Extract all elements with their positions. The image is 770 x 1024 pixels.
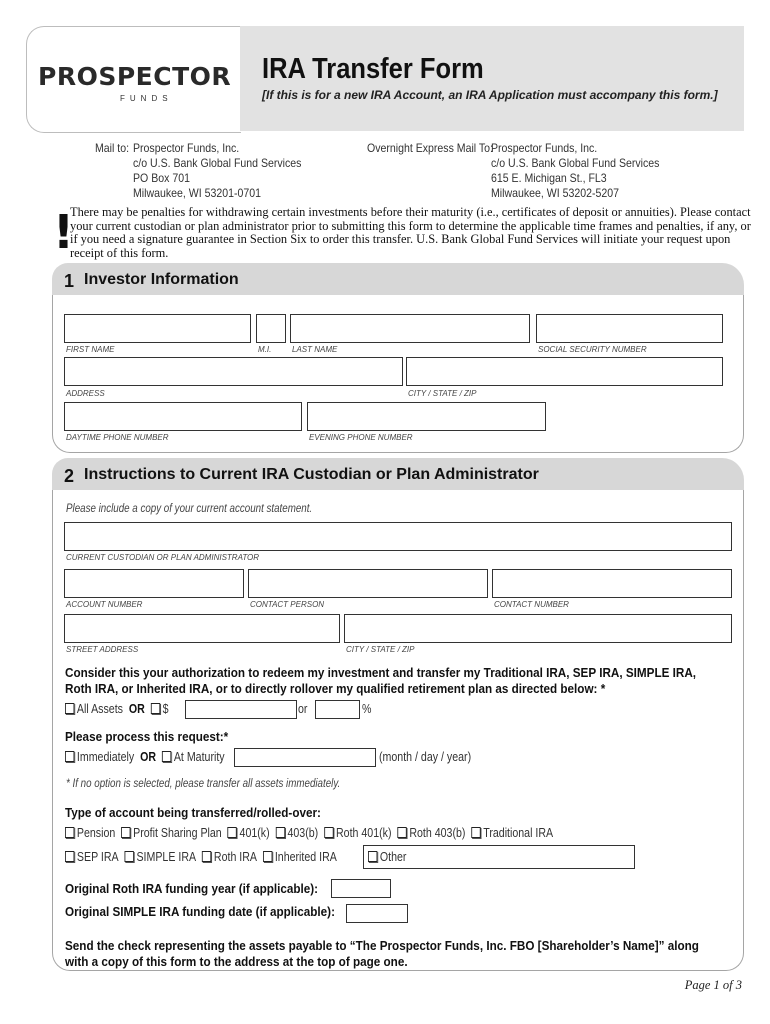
mail-line: PO Box 701 bbox=[133, 171, 190, 185]
401k-checkbox[interactable] bbox=[228, 827, 237, 838]
last-name-label: LAST NAME bbox=[292, 345, 338, 354]
mail-line: c/o U.S. Bank Global Fund Services bbox=[133, 156, 302, 170]
type-label: Pension bbox=[76, 826, 116, 840]
immediately-checkbox[interactable] bbox=[65, 751, 74, 762]
mail-line: Prospector Funds, Inc. bbox=[133, 141, 240, 155]
contact-person-field[interactable] bbox=[248, 569, 488, 598]
daytime-phone-field[interactable] bbox=[64, 402, 302, 431]
percent-sign: % bbox=[362, 702, 372, 716]
mail-line: Prospector Funds, Inc. bbox=[491, 141, 598, 155]
account-type-question: Type of account being transferred/rolled-over: bbox=[65, 805, 321, 820]
custodian-city-state-zip-label: CITY / STATE / ZIP bbox=[346, 645, 415, 654]
immediately-label: Immediately bbox=[76, 750, 135, 764]
simple-ira-checkbox[interactable] bbox=[125, 851, 134, 862]
process-options bbox=[65, 750, 225, 764]
ssn-field[interactable] bbox=[536, 314, 723, 343]
section-1-title: Investor Information bbox=[84, 271, 239, 288]
first-name-field[interactable] bbox=[64, 314, 251, 343]
account-types-row-2 bbox=[65, 850, 337, 864]
page-number: Page 1 of 3 bbox=[684, 978, 742, 992]
section-2-title: Instructions to Current IRA Custodian or Plan Administrator bbox=[84, 466, 539, 483]
address-label: ADDRESS bbox=[66, 389, 105, 398]
or-small-label: or bbox=[298, 702, 308, 716]
inherited-ira-checkbox[interactable] bbox=[263, 851, 272, 862]
authorization-line-1: Consider this your authorization to redeem my investment and transfer my Traditional IRA, SEP IRA, SIMPLE IRA, bbox=[65, 665, 697, 680]
partial-amount-checkbox[interactable] bbox=[151, 703, 160, 714]
section-1-number: 1 bbox=[64, 271, 75, 291]
process-question: Please process this request:* bbox=[65, 729, 229, 744]
mail-to-label: Mail to: bbox=[95, 141, 130, 155]
at-maturity-label: At Maturity bbox=[173, 750, 225, 764]
evening-phone-field[interactable] bbox=[307, 402, 546, 431]
mail-line: 615 E. Michigan St., FL3 bbox=[491, 171, 607, 185]
profit-sharing-checkbox[interactable] bbox=[121, 827, 130, 838]
other-option bbox=[368, 850, 406, 864]
custodian-city-state-zip-field[interactable] bbox=[344, 614, 732, 643]
maturity-date-field[interactable] bbox=[234, 748, 376, 767]
account-number-field[interactable] bbox=[64, 569, 244, 598]
daytime-phone-label: DAYTIME PHONE NUMBER bbox=[66, 433, 169, 442]
send-check-line-1: Send the check representing the assets payable to “The Prospector Funds, Inc. FBO [Shareholder’s Name]” along bbox=[65, 938, 699, 953]
at-maturity-checkbox[interactable] bbox=[162, 751, 171, 762]
evening-phone-label: EVENING PHONE NUMBER bbox=[309, 433, 413, 442]
type-label: Inherited IRA bbox=[274, 850, 337, 864]
account-number-label: ACCOUNT NUMBER bbox=[66, 600, 143, 609]
overnight-label: Overnight Express Mail To: bbox=[367, 141, 493, 155]
ssn-label: SOCIAL SECURITY NUMBER bbox=[538, 345, 647, 354]
type-label: SIMPLE IRA bbox=[136, 850, 197, 864]
mi-label: M.I. bbox=[258, 345, 272, 354]
last-name-field[interactable] bbox=[290, 314, 530, 343]
other-checkbox[interactable] bbox=[368, 851, 377, 862]
logo-subtitle: FUNDS bbox=[120, 94, 173, 103]
roth-year-field[interactable] bbox=[331, 879, 391, 898]
account-types-row-1 bbox=[65, 826, 553, 840]
roth-401k-checkbox[interactable] bbox=[324, 827, 333, 838]
all-assets-label: All Assets bbox=[76, 702, 123, 716]
mail-line: c/o U.S. Bank Global Fund Services bbox=[491, 156, 660, 170]
warning-icon: ! bbox=[53, 205, 74, 259]
contact-person-label: CONTACT PERSON bbox=[250, 600, 325, 609]
roth-year-label: Original Roth IRA funding year (if applicable): bbox=[65, 881, 319, 896]
percent-field[interactable] bbox=[315, 700, 360, 719]
street-address-field[interactable] bbox=[64, 614, 340, 643]
dollar-sign: $ bbox=[162, 702, 169, 716]
warning-text: There may be penalties for withdrawing certain investments before their maturity (i.e., certificates of deposit or annuities). Please contact your current custodian or plan administrator prior to submitting this form to determine the applicable time frames and penalties, if any, or if you need a signature guarantee in Section Six to order this transfer. U.S. Bank Global Fund Services will initiate your request upon receipt of this form. bbox=[70, 205, 751, 260]
custodian-label: CURRENT CUSTODIAN OR PLAN ADMINISTRATOR bbox=[66, 553, 260, 562]
type-label: Profit Sharing Plan bbox=[133, 826, 222, 840]
city-state-zip-field[interactable] bbox=[406, 357, 723, 386]
or-label: OR bbox=[140, 750, 157, 764]
overnight-address bbox=[491, 141, 659, 201]
type-label: Roth IRA bbox=[213, 850, 258, 864]
first-name-label: FIRST NAME bbox=[66, 345, 115, 354]
other-label: Other bbox=[379, 850, 407, 864]
type-label: Traditional IRA bbox=[483, 826, 554, 840]
authorization-line-2: Roth IRA, or Inherited IRA, or to directly rollover my qualified retirement plan as directed below: * bbox=[65, 681, 606, 696]
pension-checkbox[interactable] bbox=[65, 827, 74, 838]
simple-date-field[interactable] bbox=[346, 904, 408, 923]
contact-number-field[interactable] bbox=[492, 569, 732, 598]
form-title: IRA Transfer Form bbox=[262, 53, 484, 85]
roth-403b-checkbox[interactable] bbox=[397, 827, 406, 838]
custodian-field[interactable] bbox=[64, 522, 732, 551]
logo: PROSPECTOR bbox=[38, 62, 232, 91]
all-assets-checkbox[interactable] bbox=[65, 703, 74, 714]
type-label: Roth 403(b) bbox=[409, 826, 466, 840]
type-label: Roth 401(k) bbox=[335, 826, 392, 840]
sep-ira-checkbox[interactable] bbox=[65, 851, 74, 862]
type-label: SEP IRA bbox=[76, 850, 119, 864]
403b-checkbox[interactable] bbox=[276, 827, 285, 838]
roth-ira-checkbox[interactable] bbox=[202, 851, 211, 862]
street-address-label: STREET ADDRESS bbox=[66, 645, 139, 654]
form-subtitle: [If this is for a new IRA Account, an IRA Application must accompany this form.] bbox=[262, 88, 718, 102]
mail-to-address bbox=[133, 141, 301, 201]
send-check-line-2: with a copy of this form to the address at the top of page one. bbox=[65, 954, 408, 969]
date-format-hint: (month / day / year) bbox=[379, 750, 472, 764]
mail-line: Milwaukee, WI 53202-5207 bbox=[491, 186, 619, 200]
city-state-zip-label: CITY / STATE / ZIP bbox=[408, 389, 477, 398]
mi-field[interactable] bbox=[256, 314, 286, 343]
dollar-amount-field[interactable] bbox=[185, 700, 297, 719]
type-label: 401(k) bbox=[239, 826, 270, 840]
mail-line: Milwaukee, WI 53201-0701 bbox=[133, 186, 261, 200]
no-option-note: * If no option is selected, please transfer all assets immediately. bbox=[66, 778, 341, 790]
address-field[interactable] bbox=[64, 357, 403, 386]
section-2-number: 2 bbox=[64, 466, 75, 486]
type-label: 403(b) bbox=[287, 826, 319, 840]
contact-number-label: CONTACT NUMBER bbox=[494, 600, 569, 609]
amount-options bbox=[65, 702, 169, 716]
traditional-ira-checkbox[interactable] bbox=[471, 827, 480, 838]
simple-date-label: Original SIMPLE IRA funding date (if applicable): bbox=[65, 904, 335, 919]
or-label: OR bbox=[128, 702, 145, 716]
statement-note: Please include a copy of your current account statement. bbox=[66, 503, 313, 515]
